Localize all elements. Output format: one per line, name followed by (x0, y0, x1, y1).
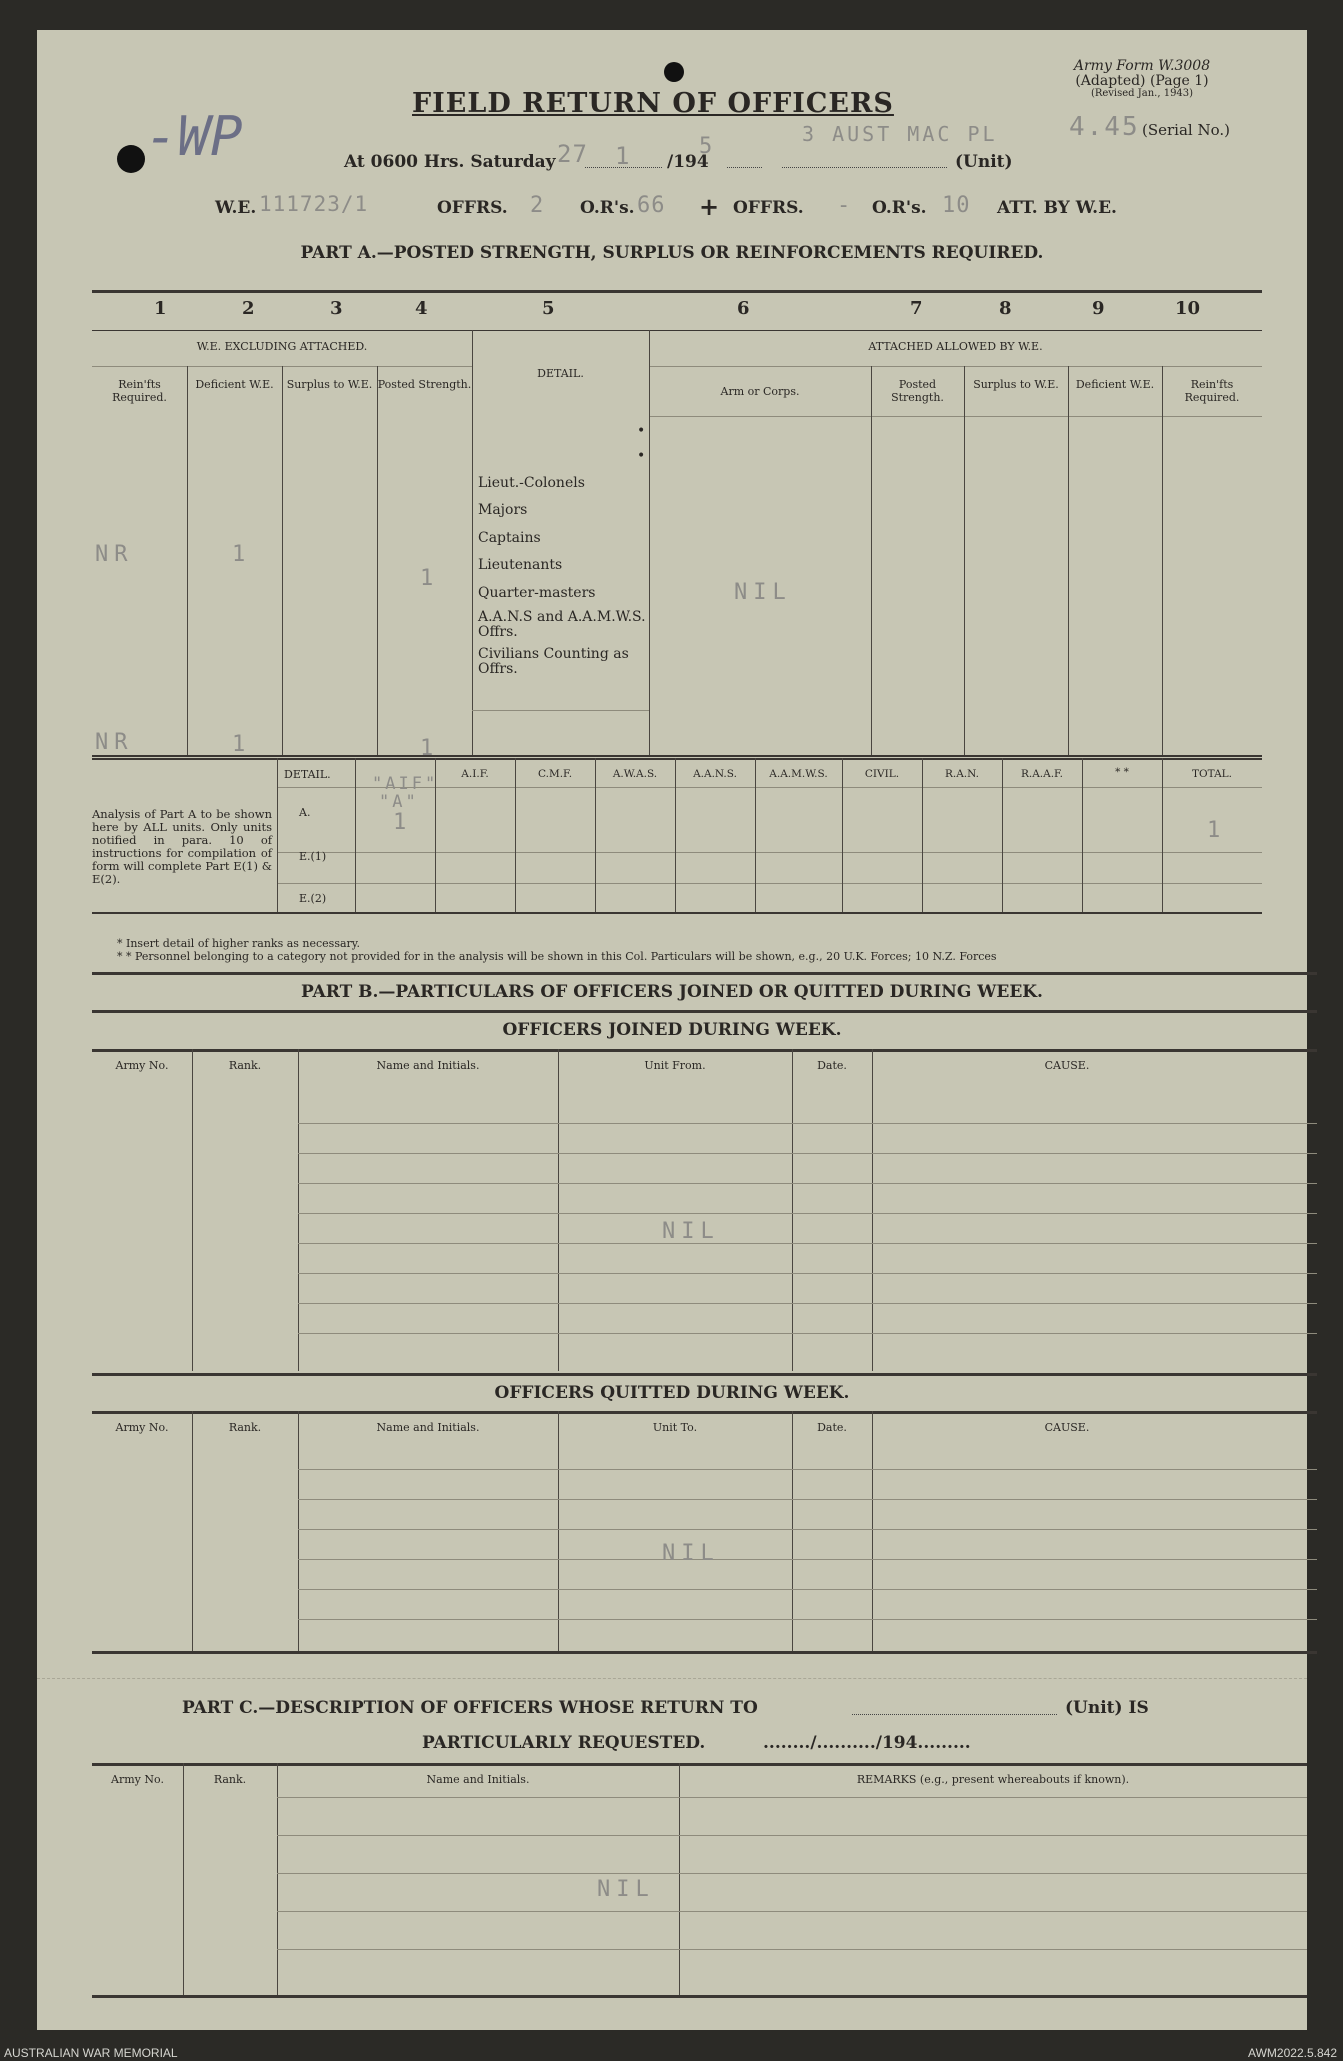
rule (649, 366, 1262, 367)
col-number: 6 (737, 298, 750, 319)
quitted-header-date: Date. (817, 1421, 847, 1434)
col-divider (377, 366, 378, 755)
rule (92, 1373, 1317, 1376)
rank-lieut-colonels: Lieut.-Colonels (478, 475, 585, 491)
footnote-2: * * Personnel belonging to a category not provided for in the analysis will be shown in this Col. Particulars will be shown, e.g., 20 U.K. Forces; 10 N.Z. Forces (117, 950, 997, 963)
analysis-header-other: * * (1115, 766, 1129, 778)
offrs2-label: OFFRS. (733, 198, 804, 218)
at-line-day: 27 (557, 140, 588, 168)
at-line-year-digit: 5 (699, 134, 719, 159)
part-c-header-rank: Rank. (213, 1773, 247, 1786)
rule (472, 710, 649, 711)
at-line-year: /194 (667, 152, 709, 172)
col-divider (1082, 758, 1083, 912)
dotted-fill (852, 1714, 1057, 1715)
col-divider (1162, 758, 1163, 912)
we-value: 111723/1 (259, 192, 369, 216)
col-divider (277, 758, 278, 912)
typed-category-aif: "AIF" (372, 774, 439, 794)
fold-line (37, 1678, 1307, 1679)
quitted-header-unit-to: Unit To. (652, 1421, 698, 1434)
dotted-fill (782, 167, 947, 168)
analysis-detail-header: DETAIL. (284, 768, 331, 781)
analysis-row-e2: E.(2) (299, 892, 327, 905)
part-b-title: PART B.—PARTICULARS OF OFFICERS JOINED OR QUITTED DURING WEEK. (301, 982, 1043, 1002)
serial-label: (Serial No.) (1142, 121, 1230, 139)
offrs-value: 2 (530, 193, 550, 218)
footnote-1: * Insert detail of higher ranks as necessary. (117, 937, 361, 950)
col-divider (1002, 758, 1003, 912)
analysis-header-cmf: C.M.F. (537, 768, 573, 780)
part-c-nil: NIL (597, 1877, 655, 1902)
total-deficient: 1 (232, 732, 252, 757)
posted-header: Posted Strength. (377, 378, 472, 391)
bullet: • (637, 448, 646, 464)
dotted-fill (727, 167, 762, 168)
rank-quarter-masters: Quarter-masters (478, 585, 596, 601)
plus-sign: + (699, 192, 720, 221)
rank-lieutenants: Lieutenants (478, 557, 563, 573)
reinfts-header: Rein'fts Required. (112, 378, 167, 404)
serial-value: 4.45 (1069, 112, 1140, 142)
col-number-row (92, 298, 1262, 324)
offrs2-value: - (837, 193, 857, 218)
part-a-title: PART A.—POSTED STRENGTH, SURPLUS OR REINFORCEMENTS REQUIRED. (300, 243, 1044, 263)
dotted-fill (585, 167, 662, 168)
joined-header-unit-from: Unit From. (644, 1059, 706, 1072)
col-number: 3 (330, 298, 343, 319)
att-reinfts-header: Rein'fts Required. (1184, 378, 1240, 404)
col-divider (964, 366, 965, 755)
rank-aans: A.A.N.S and A.A.M.W.S. Offrs. (478, 609, 646, 640)
joined-header-cause: CAUSE. (1044, 1059, 1090, 1072)
at-line-prefix: At 0600 Hrs. Saturday (344, 152, 556, 172)
form-ref-line1: Army Form W.3008 (1073, 58, 1211, 74)
part-c-header-name: Name and Initials. (426, 1773, 530, 1786)
col-divider (649, 330, 650, 755)
col-divider (755, 758, 756, 912)
typed-nil: NIL (734, 580, 792, 605)
analysis-row-a: A. (299, 806, 311, 819)
rule (92, 972, 1317, 975)
col-number: 1 (154, 298, 167, 319)
quitted-header-name: Name and Initials. (376, 1421, 480, 1434)
typed-deficient: 1 (232, 542, 252, 567)
punch-hole (664, 62, 684, 82)
analysis-header-raaf: R.A.A.F. (1020, 768, 1064, 780)
part-c-header-army-no: Army No. (111, 1773, 164, 1786)
deficient-header: Deficient W.E. (195, 378, 274, 391)
unit-typed: 3 AUST MAC PL (802, 122, 998, 146)
ors-label: O.R's. (580, 198, 635, 218)
analysis-header-aif: A.I.F. (461, 768, 489, 780)
rank-civilians: Civilians Counting as Offrs. (478, 646, 629, 677)
analysis-header-civil: CIVIL. (864, 768, 900, 780)
col-divider (842, 758, 843, 912)
joined-header-date: Date. (817, 1059, 847, 1072)
punch-hole (117, 145, 145, 173)
joined-header-army-no: Army No. (115, 1059, 169, 1072)
col-divider (1068, 366, 1069, 755)
joined-header-name: Name and Initials. (376, 1059, 480, 1072)
quitted-header-rank: Rank. (228, 1421, 262, 1434)
col-divider (595, 758, 596, 912)
ors2-label: O.R's. (872, 198, 927, 218)
col-number: 5 (542, 298, 555, 319)
typed-reinf: NR (95, 542, 134, 567)
col-divider (187, 366, 188, 755)
form-ref-line2: (Adapted) (Page 1) (1075, 73, 1209, 89)
typed-analysis-value: 1 (393, 810, 413, 835)
quitted-table (92, 1411, 1317, 1651)
analysis-header-aans: A.A.N.S. (693, 768, 737, 780)
form-ref-line3: (Revised Jan., 1943) (1090, 88, 1194, 99)
total-reinf: NR (95, 730, 134, 755)
surplus-header: Surplus to W.E. (286, 378, 373, 391)
typed-posted: 1 (420, 566, 440, 591)
col-number: 8 (999, 298, 1012, 319)
col-divider (282, 366, 283, 755)
col-divider (675, 758, 676, 912)
rank-majors: Majors (478, 502, 528, 518)
quitted-header-army-no: Army No. (115, 1421, 169, 1434)
rule (277, 883, 1262, 884)
rule (92, 1010, 1317, 1013)
analysis-header-aamws: A.A.M.W.S. (769, 768, 828, 780)
total-posted: 1 (420, 736, 440, 761)
col-divider (515, 758, 516, 912)
joined-nil: NIL (662, 1219, 720, 1244)
part-c-line1-unit: (Unit) IS (1065, 1698, 1149, 1718)
part-c-table (92, 1763, 1307, 2003)
footer-left: AUSTRALIAN WAR MEMORIAL (4, 2046, 178, 2060)
col-number: 4 (415, 298, 428, 319)
quitted-nil: NIL (662, 1541, 720, 1566)
joined-header-rank: Rank. (228, 1059, 262, 1072)
rule (92, 912, 1262, 914)
analysis-note: Analysis of Part A to be shown here by ALL units. Only units notified in para. 10 of instructions for compilation of form will complete Part E(1) & E(2). (92, 807, 272, 886)
joined-title: OFFICERS JOINED DURING WEEK. (502, 1020, 842, 1040)
offrs-label: OFFRS. (437, 198, 508, 218)
rule (277, 852, 1262, 853)
footer-right: AWM2022.5.842 (1248, 2046, 1337, 2060)
rule (92, 1995, 1307, 1998)
typed-category-a: "A" (379, 792, 419, 812)
rank-captains: Captains (478, 530, 541, 546)
analysis-header-ran: R.A.N. (944, 768, 980, 780)
joined-table (92, 1049, 1317, 1379)
rule (92, 290, 1262, 293)
part-c-date: ......../........../194......... (763, 1733, 971, 1753)
col-divider (871, 366, 872, 755)
typed-analysis-total: 1 (1207, 818, 1227, 843)
att-label: ATT. BY W.E. (997, 198, 1117, 218)
analysis-row-e1: E.(1) (299, 850, 327, 863)
att-posted-header: Posted Strength. (891, 378, 944, 404)
rule (92, 1651, 1317, 1654)
form-reference (1037, 58, 1247, 99)
col-divider (922, 758, 923, 912)
att-deficient-header: Deficient W.E. (1075, 378, 1155, 391)
rule (92, 758, 1262, 760)
rule (92, 330, 1262, 331)
analysis-header-total: TOTAL. (1192, 768, 1232, 780)
col-divider (355, 758, 356, 912)
detail-header: DETAIL. (537, 367, 584, 380)
ors2-value: 10 (942, 193, 971, 218)
we-excluding-header: W.E. EXCLUDING ATTACHED. (196, 340, 368, 353)
we-label: W.E. (215, 198, 257, 218)
rule (92, 755, 1262, 757)
analysis-header-awas: A.W.A.S. (612, 768, 658, 780)
rule (649, 416, 1262, 417)
col-number: 10 (1175, 298, 1201, 319)
attached-header: ATTACHED ALLOWED BY W.E. (868, 340, 1043, 353)
ors-value: 66 (637, 193, 666, 218)
unit-label: (Unit) (955, 152, 1013, 172)
col-divider (1162, 366, 1163, 755)
col-number: 2 (242, 298, 255, 319)
part-c-line2: PARTICULARLY REQUESTED. (422, 1733, 706, 1753)
form-sheet (37, 30, 1307, 2030)
part-c-header-remarks: REMARKS (e.g., present whereabouts if known). (856, 1773, 1130, 1786)
arm-corps-header: Arm or Corps. (720, 385, 800, 398)
part-c-line1: PART C.—DESCRIPTION OF OFFICERS WHOSE RETURN TO (182, 1698, 758, 1718)
col-number: 9 (1092, 298, 1105, 319)
att-surplus-header: Surplus to W.E. (973, 378, 1059, 391)
col-number: 7 (910, 298, 923, 319)
col-divider (472, 330, 473, 755)
handwritten-mark: -WP (145, 105, 243, 168)
page-title: FIELD RETURN OF OFFICERS (412, 88, 894, 119)
bullet: • (637, 423, 646, 439)
quitted-title: OFFICERS QUITTED DURING WEEK. (494, 1383, 850, 1403)
quitted-header-cause: CAUSE. (1044, 1421, 1090, 1434)
at-line-month: 1 (615, 142, 636, 170)
